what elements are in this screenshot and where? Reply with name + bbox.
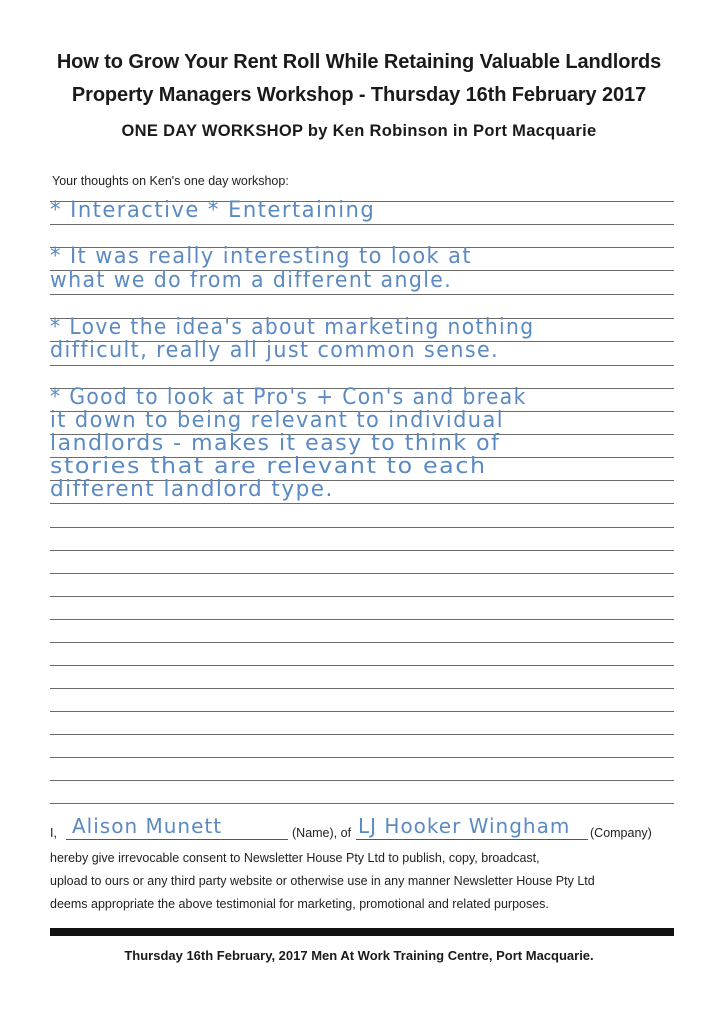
handwritten-line: * Interactive * Entertaining (50, 198, 376, 223)
rule-line (50, 527, 674, 528)
rule-line (50, 294, 674, 295)
handwritten-line: difficult, really all just common sense. (50, 338, 500, 363)
rule-line (50, 757, 674, 758)
name-label: (Name), of (292, 826, 352, 840)
page-title: How to Grow Your Rent Roll While Retaining Valuable Landlords (56, 51, 662, 73)
name-underline (66, 839, 288, 840)
rule-line (50, 734, 674, 735)
rule-line (50, 503, 674, 504)
consent-text-line: upload to ours or any third party website or otherwise use in any manner Newsletter House Pty Ltd (50, 874, 595, 888)
company-label: (Company) (590, 826, 652, 840)
signer-name: Alison Munett (72, 814, 223, 838)
workshop-heading: ONE DAY WORKSHOP by Ken Robinson in Port Macquarie (121, 122, 597, 140)
consent-text-line: deems appropriate the above testimonial for marketing, promotional and related purposes. (50, 897, 549, 911)
page-subtitle: Property Managers Workshop - Thursday 16th February 2017 (71, 84, 647, 106)
handwritten-line: stories that are relevant to each (50, 454, 487, 479)
rule-line (50, 573, 674, 574)
rule-line (50, 550, 674, 551)
rule-line (50, 803, 674, 804)
rule-line (50, 619, 674, 620)
rule-line (50, 365, 674, 366)
company-name: LJ Hooker Wingham (358, 814, 571, 838)
handwritten-line: * Love the idea's about marketing nothing (50, 315, 535, 340)
rule-line (50, 688, 674, 689)
rule-line (50, 780, 674, 781)
handwritten-line: different landlord type. (50, 477, 334, 502)
consent-text-line: hereby give irrevocable consent to Newsletter House Pty Ltd to publish, copy, broadcast, (50, 851, 540, 865)
rule-line (50, 665, 674, 666)
footer-divider (50, 928, 674, 936)
rule-line (50, 711, 674, 712)
handwritten-line: what we do from a different angle. (50, 268, 453, 293)
rule-line (50, 224, 674, 225)
handwritten-line: landlords - makes it easy to think of (50, 431, 501, 456)
rule-line (50, 642, 674, 643)
handwritten-line: * Good to look at Pro's + Con's and break (50, 385, 527, 410)
consent-prefix: I, (50, 826, 57, 840)
handwritten-line: it down to being relevant to individual (50, 408, 504, 433)
consent-signature-line (50, 814, 674, 840)
handwritten-line: * It was really interesting to look at (50, 244, 473, 269)
company-underline (356, 839, 588, 840)
feedback-prompt: Your thoughts on Ken's one day workshop: (52, 174, 289, 188)
footer-text: Thursday 16th February, 2017 Men At Work Training Centre, Port Macquarie. (124, 948, 594, 963)
rule-line (50, 596, 674, 597)
